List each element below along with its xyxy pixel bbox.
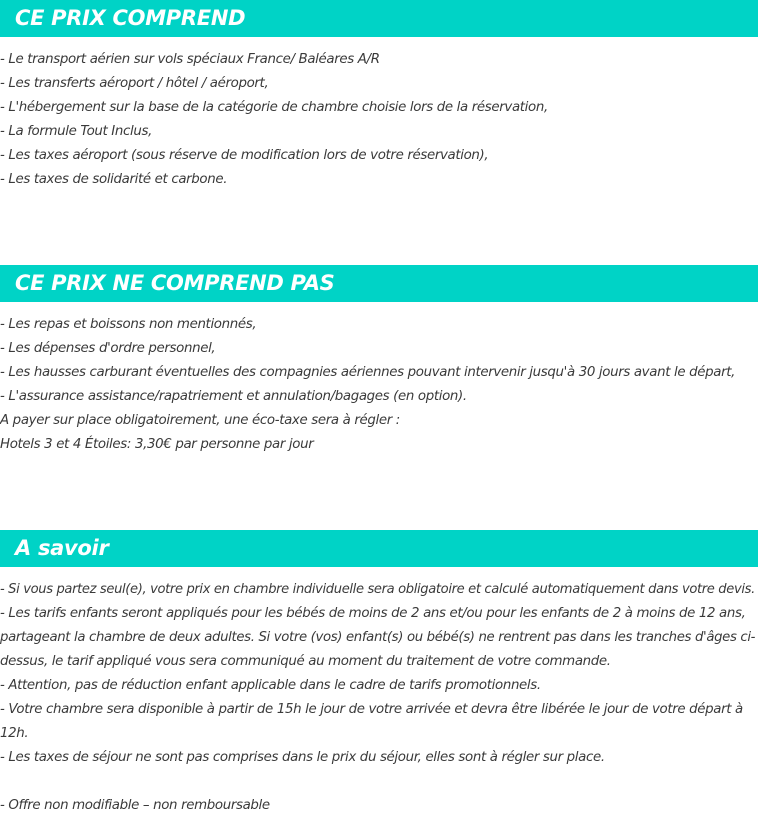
list-item: - Les repas et boissons non mentionnés,	[0, 317, 257, 332]
list-item: - Les dépenses d'ordre personnel,	[0, 341, 216, 356]
section-body-prix-ne-comprend-pas	[0, 313, 758, 457]
list-item: - Attention, pas de réduction enfant applicable dans le cadre de tarifs promotionnels.	[0, 678, 541, 693]
list-item: - La formule Tout Inclus,	[0, 124, 152, 139]
section-title: A savoir	[15, 536, 109, 560]
section-body-a-savoir	[0, 578, 758, 818]
list-item: partageant la chambre de deux adultes. Si votre (vos) enfant(s) ou bébé(s) ne rentrent pas dans les tranches d'âges ci-	[0, 630, 756, 645]
list-item: - Les taxes aéroport (sous réserve de modification lors de votre réservation),	[0, 148, 489, 163]
section-header-prix-ne-comprend-pas	[0, 265, 758, 302]
list-item: A payer sur place obligatoirement, une éco-taxe sera à régler :	[0, 413, 400, 428]
list-item: Hotels 3 et 4 Étoiles: 3,30€ par personne par jour	[0, 437, 314, 452]
list-item: - Les taxes de séjour ne sont pas comprises dans le prix du séjour, elles sont à régler sur place.	[0, 750, 605, 765]
list-item: 12h.	[0, 726, 29, 741]
list-item: - L'assurance assistance/rapatriement et annulation/bagages (en option).	[0, 389, 467, 404]
section-title: CE PRIX NE COMPREND PAS	[15, 271, 335, 295]
list-item: - Les taxes de solidarité et carbone.	[0, 172, 228, 187]
list-item: - Si vous partez seul(e), votre prix en chambre individuelle sera obligatoire et calculé automatiquement dans votre devis.	[0, 582, 755, 597]
list-item: - Les hausses carburant éventuelles des compagnies aériennes pouvant intervenir jusqu'à 30 jours avant le départ,	[0, 365, 735, 380]
spacer	[0, 770, 758, 794]
list-item: - Votre chambre sera disponible à partir de 15h le jour de votre arrivée et devra être libérée le jour de votre départ à	[0, 702, 743, 717]
section-header-a-savoir	[0, 530, 758, 567]
list-item: - Les transferts aéroport / hôtel / aéroport,	[0, 76, 269, 91]
section-body-prix-comprend	[0, 48, 758, 192]
list-item: - Le transport aérien sur vols spéciaux France/ Baléares A/R	[0, 52, 380, 67]
list-item: - Les tarifs enfants seront appliqués pour les bébés de moins de 2 ans et/ou pour les enfants de 2 à moins de 12 ans,	[0, 606, 746, 621]
section-header-prix-comprend	[0, 0, 758, 37]
list-item: dessus, le tarif appliqué vous sera communiqué au moment du traitement de votre commande.	[0, 654, 611, 669]
list-item: - L'hébergement sur la base de la catégorie de chambre choisie lors de la réservation,	[0, 100, 548, 115]
section-title: CE PRIX COMPREND	[15, 6, 246, 30]
list-item: - Offre non modifiable – non remboursable	[0, 798, 270, 813]
